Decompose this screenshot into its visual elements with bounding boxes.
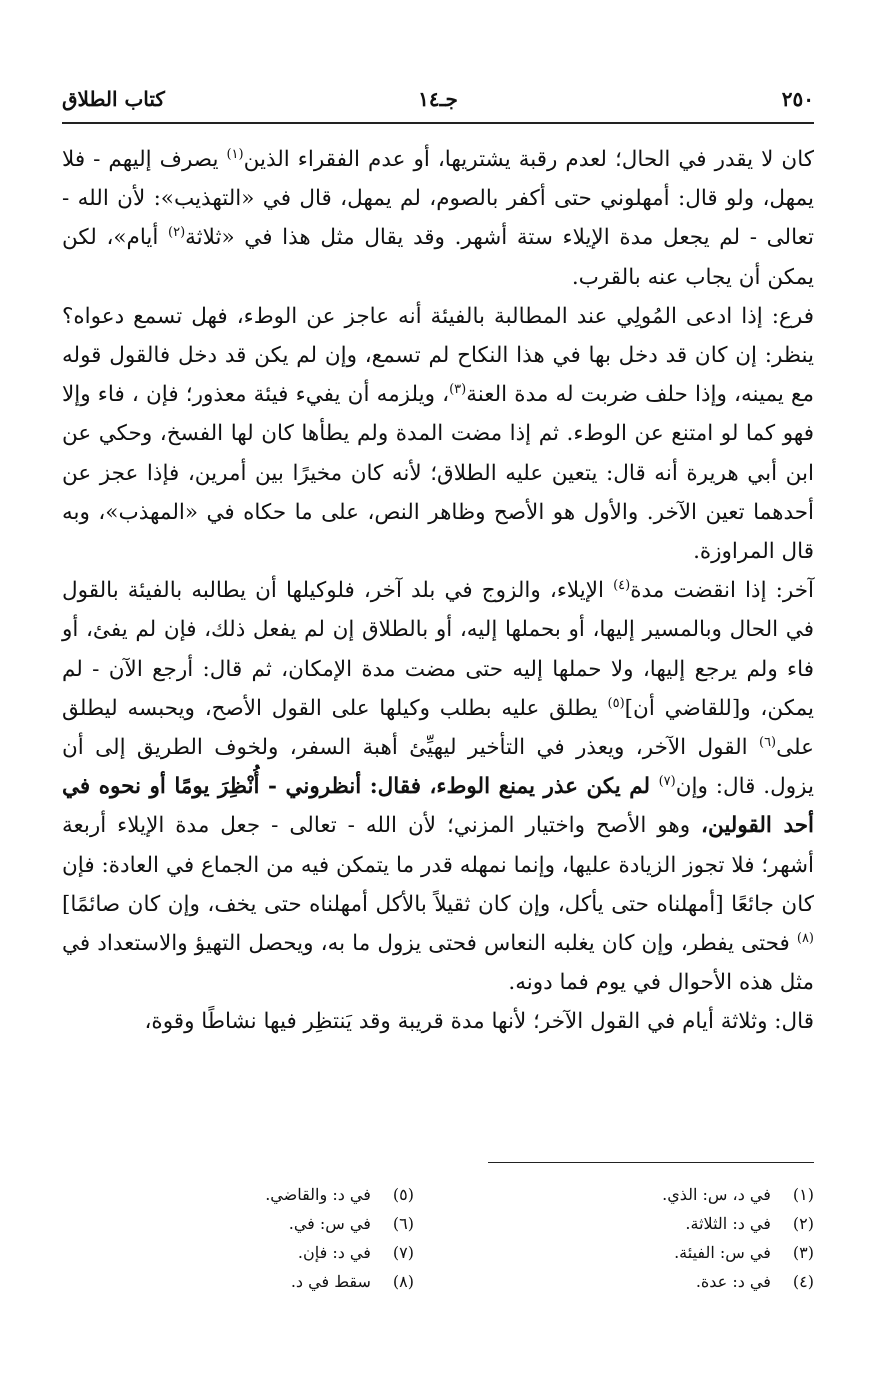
text-run: يصرف إليهم - فلا يمهل، ولو قال: أمهلوني حتى أكفر بالصوم، لم يمهل، قال في «التهذيب»: لأن الله - تعالى - لم يجعل مدة الإيلاء ستة أشهر. وقد يقال مثل هذا في «ثلاثة	[62, 147, 815, 251]
footnote-number: (٥)	[392, 1185, 414, 1204]
footnote-ref-2[interactable]: (٢)	[168, 225, 186, 241]
text-run: يطلق عليه بطلب وكيلها على القول الأصح، ويحبسه ليطلق على	[62, 695, 814, 761]
text-run: الإيلاء، والزوج في بلد آخر، فلوكيلها أن يطالبه بالفيئة بالقول في الحال وبالمسير إليها، أو بحملها إليه، أو بالطلاق إن لم يفعل ذلك، فإن لم يفئ، أو فاء ولم يرجع إليها، ولا حملها إليه حتى مضت مدة الإمكان، ثم قال: أرجع الآن - لم يمكن، و[للقاضي أن]	[62, 578, 814, 721]
footnote-number: (٢)	[792, 1214, 814, 1233]
main-text	[62, 140, 814, 1042]
footnote-number: (٦)	[392, 1214, 414, 1233]
text-run: ، ويلزمه أن يفيء فيئة معذور؛ فإن ، فاء وإلا فهو كما لو امتنع عن الوطء. ثم إذا مضت المدة ولم يطأها كان لها الفسخ، وحكي عن ابن أبي هريرة أنه قال: يتعين عليه الطلاق؛ لأنه كان مخيرًا بين أمرين، فإذا عجز عن أحدهما تعين الآخر. والأول هو الأصح وظاهر النص، على ما حكاه في «المهذب»، وبه قال المراوزة.	[62, 382, 814, 565]
footnote-text: في د: الثلاثة.	[685, 1214, 771, 1233]
paragraph-4	[62, 1002, 814, 1041]
footnote-number: (١)	[792, 1185, 814, 1204]
volume-label: جـ١٤	[418, 87, 458, 111]
footnote-ref-4[interactable]: (٤)	[613, 578, 631, 594]
footnote-item	[54, 1180, 414, 1209]
header-rule	[62, 122, 814, 124]
footnote-item	[454, 1180, 814, 1209]
paragraph-1	[62, 140, 814, 297]
footnote-ref-1[interactable]: (١)	[226, 146, 244, 162]
footnote-ref-6[interactable]: (٦)	[758, 734, 777, 750]
footnote-number: (٤)	[792, 1272, 814, 1291]
text-run: القول الآخر، ويعذر في التأخير ليهيِّئ أهبة السفر، ولخوف الطريق إلى أن يزول. قال: وإن	[62, 735, 814, 800]
page-header	[62, 84, 814, 118]
footnote-text: في د: عدة.	[695, 1272, 771, 1291]
footnote-item	[454, 1238, 814, 1267]
footnote-text: في س: الفيئة.	[674, 1243, 771, 1262]
paragraph-2	[62, 297, 814, 571]
footnote-text: سقط في د.	[290, 1272, 371, 1291]
footnote-rule	[488, 1162, 814, 1163]
footnote-column-left	[54, 1180, 414, 1296]
text-run: وهو الأصح واختيار المزني؛ لأن الله - تعالى - جعل مدة الإيلاء أربعة أشهر؛ فلا تجوز الزيادة عليها، وإنما نمهله قدر ما يتمكن فيه من الجماع في العادة: فإن كان جائعًا [أمهلناه حتى يأكل، وإن كان ثقيلاً بالأكل أمهلناه حتى يخف، وإن كان صائمًا]	[62, 813, 814, 917]
text-run: كان لا يقدر في الحال؛ لعدم رقبة يشتريها، أو عدم الفقراء الذين	[243, 147, 815, 172]
text-run: أيام»، لكن يمكن أن يجاب عنه بالقرب.	[62, 225, 814, 290]
footnote-ref-8[interactable]: (٨)	[796, 930, 814, 946]
footnote-item	[54, 1267, 414, 1296]
footnote-text: في د: فإن.	[297, 1243, 371, 1262]
text-run: قال: وثلاثة أيام في القول الآخر؛ لأنها مدة قريبة وقد يَنتظِر فيها نشاطًا وقوة،	[144, 1009, 814, 1035]
footnote-ref-3[interactable]: (٣)	[449, 382, 467, 398]
text-run: فحتى يفطر، وإن كان يغلبه النعاس فحتى يزول ما به، ويحصل التهيؤ والاستعداد في مثل هذه الأحوال في يوم فما دونه.	[62, 931, 814, 996]
footnote-item	[54, 1238, 414, 1267]
text-run: فرع: إذا ادعى المُولِي عند المطالبة بالفيئة أنه عاجز عن الوطء، فهل تسمع دعواه؟ ينظر: إن كان قد دخل بها في هذا النكاح لم تسمع، وإن لم يكن قد دخل فالقول قوله مع يمينه، وإذا حلف ضربت له مدة العنة	[62, 303, 815, 408]
bold-text-run: لم يكن عذر يمنع الوطء، فقال: أنظروني - أُنْظِرَ يومًا أو نحوه في أحد القولين،	[62, 774, 815, 839]
footnote-column-right	[454, 1180, 814, 1296]
footnote-text: في د: والقاضي.	[265, 1185, 371, 1204]
footnote-number: (٣)	[792, 1243, 814, 1262]
book-title: كتاب الطلاق	[62, 87, 165, 111]
footnote-item	[54, 1209, 414, 1238]
footnote-ref-7[interactable]: (٧)	[658, 774, 676, 790]
paragraph-3	[62, 571, 814, 1002]
page-number: ٢٥٠	[781, 87, 814, 111]
footnote-text: في س: في.	[288, 1214, 371, 1233]
footnote-number: (٨)	[392, 1272, 414, 1291]
footnote-number: (٧)	[392, 1243, 414, 1262]
footnote-item	[454, 1209, 814, 1238]
text-run: آخر: إذا انقضت مدة	[630, 578, 814, 604]
footnote-text: في د، س: الذي.	[662, 1185, 771, 1204]
footnotes	[62, 1180, 814, 1330]
footnote-item	[454, 1267, 814, 1296]
footnote-ref-5[interactable]: (٥)	[607, 695, 625, 711]
